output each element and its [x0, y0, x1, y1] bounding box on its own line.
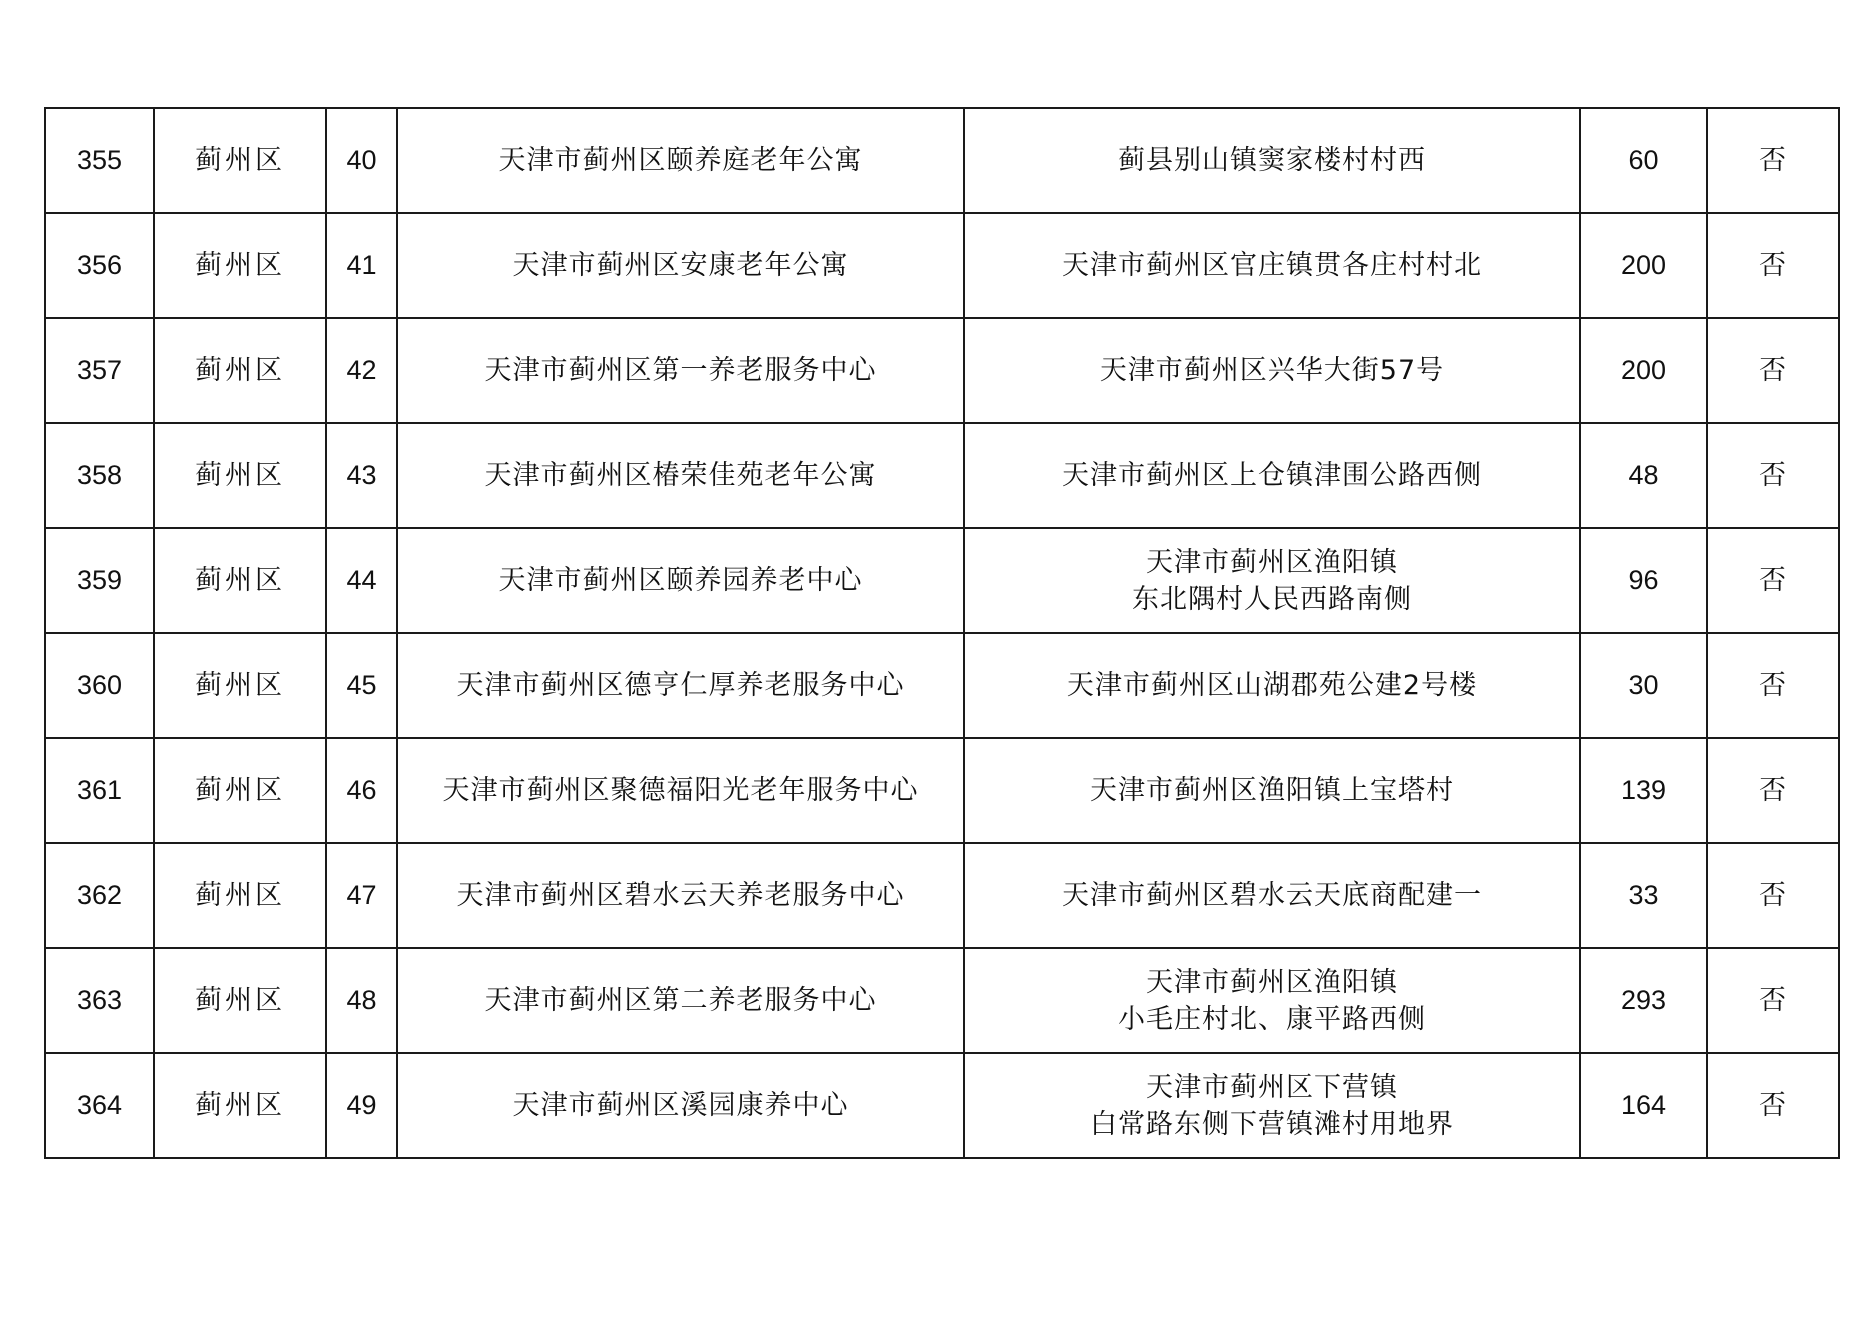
cell-seq-number: 355 — [45, 108, 154, 213]
table-row — [45, 108, 1839, 213]
address-line: 蓟县别山镇窦家楼村村西 — [1118, 145, 1426, 176]
cell-facility-name: 天津市蓟州区安康老年公寓 — [397, 213, 964, 318]
cell-bed-count: 164 — [1580, 1053, 1707, 1158]
cell-district: 蓟州区 — [154, 108, 326, 213]
table-row — [45, 738, 1839, 843]
address-line: 天津市蓟州区上仓镇津围公路西侧 — [1062, 460, 1482, 491]
address-line: 天津市蓟州区山湖郡苑公建2号楼 — [1066, 670, 1478, 701]
cell-address — [964, 1053, 1580, 1158]
table-row — [45, 528, 1839, 633]
cell-sub-number: 45 — [326, 633, 397, 738]
table-row — [45, 1053, 1839, 1158]
cell-flag: 否 — [1707, 738, 1839, 843]
cell-address — [964, 843, 1580, 948]
cell-seq-number: 359 — [45, 528, 154, 633]
table-row — [45, 423, 1839, 528]
cell-seq-number: 356 — [45, 213, 154, 318]
cell-district: 蓟州区 — [154, 318, 326, 423]
cell-address — [964, 528, 1580, 633]
cell-address — [964, 633, 1580, 738]
cell-seq-number: 361 — [45, 738, 154, 843]
cell-seq-number: 363 — [45, 948, 154, 1053]
address-line: 天津市蓟州区渔阳镇 — [1146, 546, 1398, 578]
cell-address — [964, 213, 1580, 318]
cell-bed-count: 96 — [1580, 528, 1707, 633]
cell-seq-number: 358 — [45, 423, 154, 528]
cell-district: 蓟州区 — [154, 948, 326, 1053]
address-line: 东北隅村人民西路南侧 — [1132, 583, 1412, 615]
cell-seq-number: 360 — [45, 633, 154, 738]
cell-seq-number: 364 — [45, 1053, 154, 1158]
cell-sub-number: 41 — [326, 213, 397, 318]
facility-table — [44, 107, 1840, 1159]
cell-sub-number: 47 — [326, 843, 397, 948]
cell-sub-number: 49 — [326, 1053, 397, 1158]
cell-bed-count: 33 — [1580, 843, 1707, 948]
cell-sub-number: 44 — [326, 528, 397, 633]
address-line: 天津市蓟州区官庄镇贯各庄村村北 — [1062, 250, 1482, 281]
cell-bed-count: 48 — [1580, 423, 1707, 528]
cell-address — [964, 318, 1580, 423]
cell-sub-number: 42 — [326, 318, 397, 423]
cell-district: 蓟州区 — [154, 1053, 326, 1158]
table-row — [45, 318, 1839, 423]
cell-address — [964, 738, 1580, 843]
cell-bed-count: 200 — [1580, 318, 1707, 423]
cell-address — [964, 948, 1580, 1053]
cell-address — [964, 423, 1580, 528]
address-line: 小毛庄村北、康平路西侧 — [1118, 1003, 1426, 1035]
cell-flag: 否 — [1707, 213, 1839, 318]
table-row — [45, 213, 1839, 318]
cell-sub-number: 48 — [326, 948, 397, 1053]
table-row — [45, 633, 1839, 738]
cell-facility-name: 天津市蓟州区第一养老服务中心 — [397, 318, 964, 423]
cell-facility-name: 天津市蓟州区碧水云天养老服务中心 — [397, 843, 964, 948]
cell-bed-count: 30 — [1580, 633, 1707, 738]
cell-facility-name: 天津市蓟州区椿荣佳苑老年公寓 — [397, 423, 964, 528]
cell-bed-count: 200 — [1580, 213, 1707, 318]
cell-flag: 否 — [1707, 108, 1839, 213]
cell-district: 蓟州区 — [154, 528, 326, 633]
table-row — [45, 948, 1839, 1053]
cell-flag: 否 — [1707, 948, 1839, 1053]
cell-bed-count: 60 — [1580, 108, 1707, 213]
cell-flag: 否 — [1707, 843, 1839, 948]
cell-seq-number: 357 — [45, 318, 154, 423]
table-row — [45, 843, 1839, 948]
cell-flag: 否 — [1707, 423, 1839, 528]
cell-sub-number: 46 — [326, 738, 397, 843]
cell-flag: 否 — [1707, 1053, 1839, 1158]
address-line: 天津市蓟州区下营镇 — [1146, 1071, 1398, 1103]
cell-district: 蓟州区 — [154, 213, 326, 318]
cell-facility-name: 天津市蓟州区第二养老服务中心 — [397, 948, 964, 1053]
address-line: 天津市蓟州区兴华大街57号 — [1099, 355, 1445, 386]
cell-bed-count: 139 — [1580, 738, 1707, 843]
address-line: 天津市蓟州区碧水云天底商配建一 — [1062, 880, 1482, 911]
cell-district: 蓟州区 — [154, 843, 326, 948]
cell-district: 蓟州区 — [154, 423, 326, 528]
cell-flag: 否 — [1707, 633, 1839, 738]
cell-facility-name: 天津市蓟州区聚德福阳光老年服务中心 — [397, 738, 964, 843]
cell-facility-name: 天津市蓟州区德亨仁厚养老服务中心 — [397, 633, 964, 738]
cell-district: 蓟州区 — [154, 633, 326, 738]
cell-facility-name: 天津市蓟州区颐养庭老年公寓 — [397, 108, 964, 213]
cell-facility-name: 天津市蓟州区溪园康养中心 — [397, 1053, 964, 1158]
address-line: 天津市蓟州区渔阳镇 — [1146, 966, 1398, 998]
cell-sub-number: 43 — [326, 423, 397, 528]
cell-seq-number: 362 — [45, 843, 154, 948]
cell-sub-number: 40 — [326, 108, 397, 213]
table-body — [45, 108, 1839, 1158]
cell-address — [964, 108, 1580, 213]
cell-flag: 否 — [1707, 528, 1839, 633]
address-line: 天津市蓟州区渔阳镇上宝塔村 — [1090, 775, 1454, 806]
cell-district: 蓟州区 — [154, 738, 326, 843]
cell-flag: 否 — [1707, 318, 1839, 423]
cell-bed-count: 293 — [1580, 948, 1707, 1053]
address-line: 白常路东侧下营镇滩村用地界 — [1090, 1108, 1454, 1140]
cell-facility-name: 天津市蓟州区颐养园养老中心 — [397, 528, 964, 633]
